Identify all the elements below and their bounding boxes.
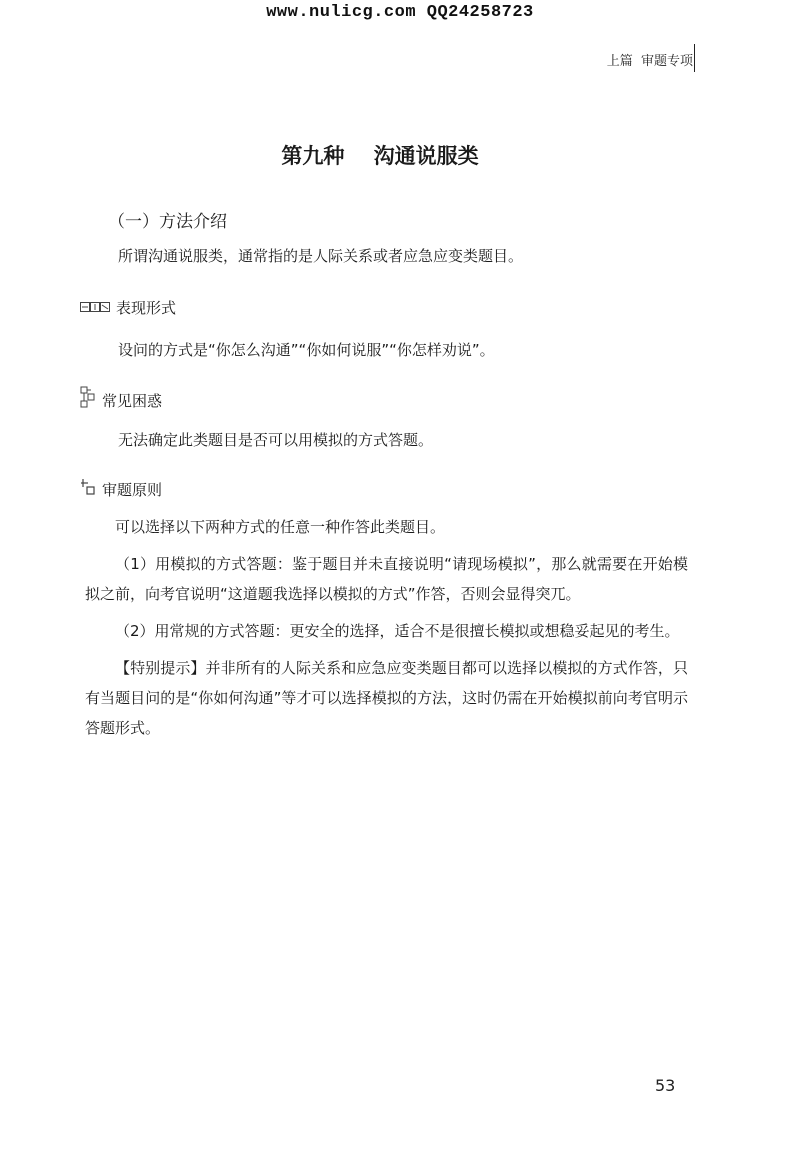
principle-content (85, 512, 688, 750)
subsection-heading-confusion (80, 386, 162, 414)
subsection-heading-principle (80, 478, 162, 500)
form-icon (80, 299, 110, 317)
page-number: 53 (655, 1076, 676, 1095)
running-header: 上篇 审题专项 (606, 54, 693, 69)
principle-paragraph: （2）用常规的方式答题：更安全的选择，适合不是很擅长模拟或想稳妥起见的考生。 (115, 622, 680, 640)
subsection-body: 无法确定此类题目是否可以用模拟的方式答题。 (118, 431, 434, 449)
header-rule (694, 44, 695, 72)
section-intro: 所谓沟通说服类，通常指的是人际关系或者应急应变类题目。 (118, 247, 524, 265)
puzzle-icon (80, 386, 96, 414)
watermark: www.nulicg.com QQ24258723 (266, 3, 534, 22)
subsection-heading-label: 表现形式 (116, 299, 177, 317)
subsection-body: 设问的方式是“你怎么沟通”“你如何说服”“你怎样劝说”。 (118, 341, 495, 359)
special-note: 【特别提示】并非所有的人际关系和应急应变类题目都可以选择以模拟的方式作答，只有当题目问的是“你如何沟通”等才可以选择模拟的方法，这时仍需在开始模拟前向考官明示答题形式。 (85, 659, 688, 737)
principle-icon (80, 478, 96, 500)
section-heading: （一）方法介绍 (108, 212, 227, 232)
chapter-title: 第九种 沟通说服类 (281, 144, 479, 168)
subsection-heading-label: 常见困惑 (102, 391, 163, 410)
subsection-heading-form (80, 297, 176, 318)
principle-paragraph: 可以选择以下两种方式的任意一种作答此类题目。 (115, 518, 446, 536)
subsection-heading-label: 审题原则 (102, 480, 163, 499)
principle-paragraph: （1）用模拟的方式答题：鉴于题目并未直接说明“请现场模拟”，那么就需要在开始模拟之前，向考官说明“这道题我选择以模拟的方式”作答，否则会显得突兀。 (85, 555, 688, 603)
